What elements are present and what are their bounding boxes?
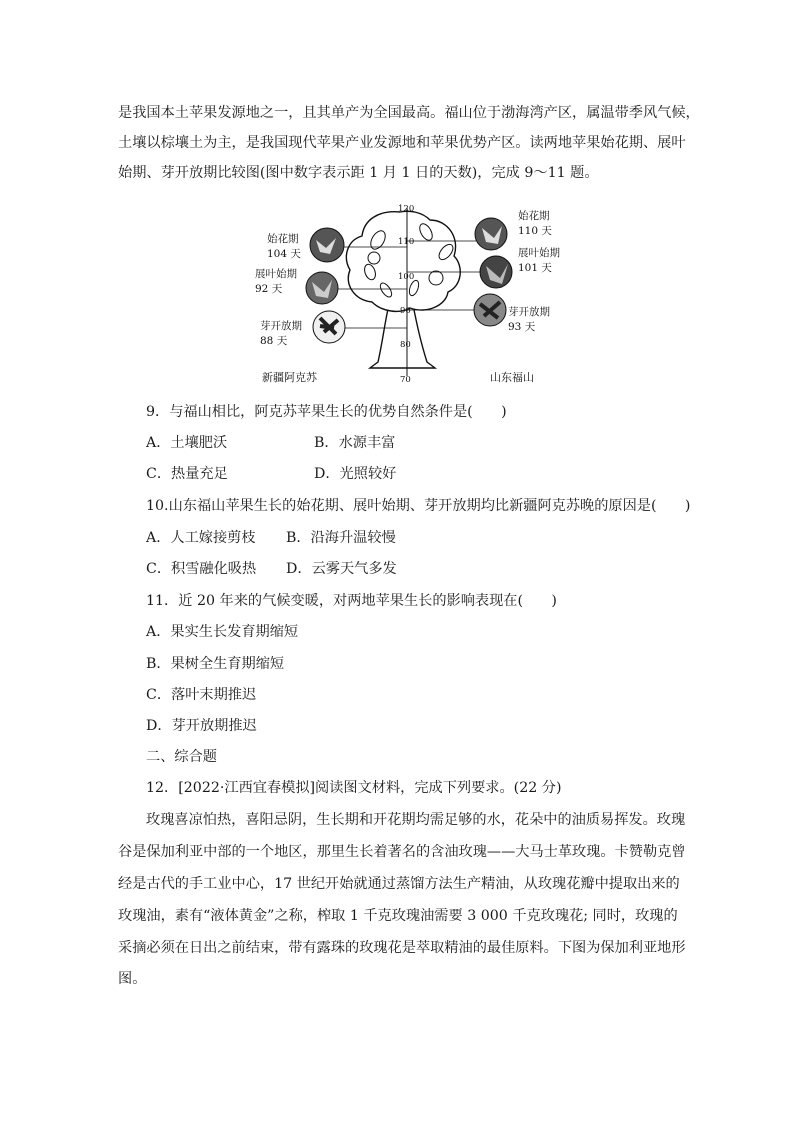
- question-11-stem: 11．近 20 年来的气候变暖，对两地苹果生长的影响表现在( ): [146, 593, 557, 609]
- right-label-flowering: 始花期: [518, 210, 550, 222]
- q12-para-line-6: 图。: [118, 971, 147, 987]
- question-10-stem: 10.山东福山苹果生长的始花期、展叶始期、芽开放期均比新疆阿克苏晚的原因是( ): [146, 498, 691, 514]
- axis-tick-70: 70: [400, 375, 411, 385]
- q12-para-line-5: 采摘必须在日出之前结束，带有露珠的玫瑰花是萃取精油的最佳原料。下图为保加利亚地形: [118, 940, 686, 956]
- question-10-option-c: C．积雪融化吸热: [146, 561, 257, 577]
- leaf-photo-icon: [306, 272, 338, 304]
- q12-para-line-1: 玫瑰喜凉怕热，喜阳忌阴，生长期和开花期均需足够的水，花朵中的油质易挥发。玫瑰: [146, 812, 686, 828]
- right-days-leafing: 101 天: [518, 262, 552, 274]
- left-label-flowering: 始花期: [267, 233, 299, 245]
- axis-tick-110: 110: [398, 237, 415, 247]
- axis-tick-120: 120: [398, 204, 415, 214]
- flower-photo-icon: [310, 228, 344, 262]
- intro-line-1: 是我国本土苹果发源地之一，且其单产为全国最高。福山位于渤海湾产区，属温带季风气候，: [118, 105, 700, 121]
- right-days-flowering: 110 天: [518, 225, 552, 237]
- axis-tick-90: 90: [400, 306, 411, 316]
- question-10-option-b: B．沿海升温较慢: [286, 530, 396, 546]
- right-photos: [474, 218, 512, 326]
- axis-tick-80: 80: [400, 340, 411, 350]
- question-10-option-a: A．人工嫁接剪枝: [146, 530, 256, 546]
- right-label-leafing: 展叶始期: [518, 247, 560, 259]
- q12-para-line-2: 谷是保加利亚中部的一个地区，那里生长着著名的含油玫瑰——大马士革玫瑰。卡赞勒克曾: [118, 844, 686, 860]
- caption-fushan: 山东福山: [490, 371, 534, 384]
- question-9-stem: 9．与福山相比，阿克苏苹果生长的优势自然条件是( ): [146, 404, 507, 420]
- question-11-option-b: B．果树全生育期缩短: [146, 656, 285, 672]
- left-days-flowering: 104 天: [267, 248, 301, 260]
- question-11-option-d: D．芽开放期推迟: [146, 718, 257, 734]
- right-days-budding: 93 天: [508, 321, 536, 333]
- question-9-option-a: A．土壤肥沃: [146, 435, 228, 451]
- left-label-leafing: 展叶始期: [255, 268, 297, 280]
- section-heading: 二、综合题: [146, 749, 217, 765]
- q12-para-line-3: 经是古代的手工业中心，17 世纪开始就通过蒸馏方法生产精油，从玫瑰花瓣中提取出来的: [118, 876, 680, 892]
- tree-crown: [346, 211, 460, 311]
- question-11-option-a: A．果实生长发育期缩短: [146, 624, 299, 640]
- flower-photo-icon: [475, 218, 507, 250]
- left-label-budding: 芽开放期: [260, 320, 302, 332]
- intro-line-2: 土壤以棕壤土为主，是我国现代苹果产业发源地和苹果优势产区。读两地苹果始花期、展叶: [118, 135, 686, 151]
- left-days-budding: 88 天: [260, 335, 288, 347]
- question-9-option-c: C．热量充足: [146, 466, 228, 482]
- apple-phenology-figure: [250, 200, 560, 390]
- right-label-budding: 芽开放期: [508, 306, 550, 318]
- question-10-option-d: D．云雾天气多发: [286, 561, 397, 577]
- intro-line-3: 始期、芽开放期比较图(图中数字表示距 1 月 1 日的天数)，完成 9～11 题。: [118, 165, 599, 181]
- left-photos: [306, 228, 345, 343]
- caption-aksu: 新疆阿克苏: [262, 371, 317, 384]
- question-9-option-d: D．光照较好: [314, 466, 397, 482]
- question-12-stem: 12．[2022·江西宜春模拟]阅读图文材料，完成下列要求。(22 分): [146, 780, 562, 796]
- question-9-option-b: B．水源丰富: [314, 435, 396, 451]
- q12-para-line-4: 玫瑰油，素有“液体黄金”之称，榨取 1 千克玫瑰油需要 3 000 千克玫瑰花; 同时，玫瑰的: [118, 908, 678, 924]
- question-11-option-c: C．落叶末期推迟: [146, 687, 257, 703]
- axis-tick-100: 100: [398, 272, 415, 282]
- left-days-leafing: 92 天: [255, 283, 283, 295]
- leaf-photo-icon: [480, 256, 512, 288]
